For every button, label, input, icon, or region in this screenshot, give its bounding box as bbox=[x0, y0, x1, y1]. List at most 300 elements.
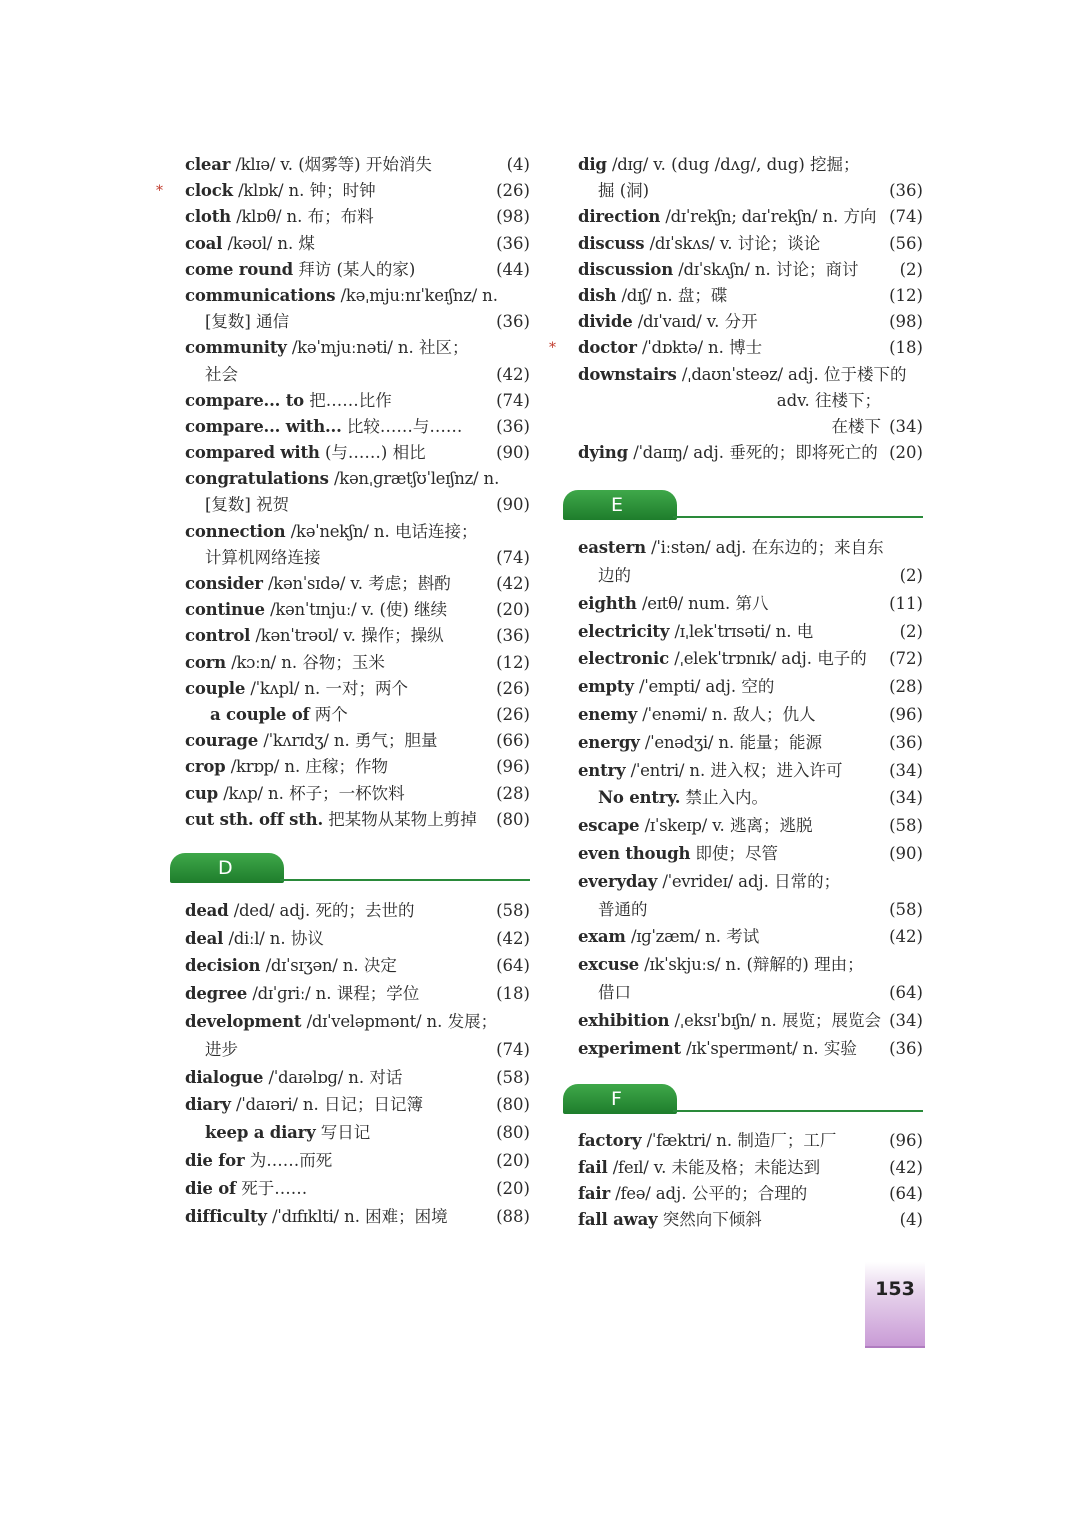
phonetic: /dɪˈskʌʃn/ bbox=[678, 259, 750, 279]
entry-content bbox=[210, 702, 488, 728]
entry-content bbox=[578, 618, 881, 646]
entry-content bbox=[185, 1175, 488, 1203]
definition: n. 课程；学位 bbox=[315, 984, 420, 1004]
entry-content bbox=[578, 645, 881, 673]
section-tab-f: F bbox=[563, 1084, 677, 1114]
headword: continue bbox=[185, 600, 265, 620]
entry-content bbox=[578, 840, 881, 868]
entry-content bbox=[185, 231, 488, 257]
headword: electronic bbox=[578, 649, 669, 669]
glossary-entry bbox=[563, 979, 923, 1007]
glossary-entry bbox=[563, 562, 923, 590]
entries-c-list bbox=[156, 152, 530, 833]
entry-content bbox=[578, 534, 884, 562]
entry-content bbox=[578, 283, 881, 309]
page-reference: (42) bbox=[496, 928, 530, 948]
glossary-entry bbox=[563, 204, 923, 230]
page-reference: (98) bbox=[889, 312, 923, 332]
glossary-entry bbox=[170, 414, 530, 440]
definition: 写日记 bbox=[320, 1123, 371, 1143]
headword: decision bbox=[185, 956, 261, 976]
headword: courage bbox=[185, 731, 259, 751]
glossary-entry bbox=[170, 1147, 530, 1175]
entry-content bbox=[185, 1091, 488, 1119]
definition: adj. 公平的；合理的 bbox=[655, 1183, 808, 1203]
page-reference: (56) bbox=[889, 233, 923, 253]
phonetic: /ˌeksɪˈbɪʃn/ bbox=[674, 1010, 756, 1030]
page-reference: (80) bbox=[496, 809, 530, 829]
glossary-entry bbox=[170, 952, 530, 980]
phonetic: /ˈfæktri/ bbox=[646, 1131, 711, 1151]
page-reference: (90) bbox=[496, 443, 530, 463]
glossary-entry bbox=[563, 1007, 923, 1035]
definition: adj. 日常的； bbox=[738, 871, 841, 891]
page-reference: (34) bbox=[889, 416, 923, 436]
definition: 社会 bbox=[205, 364, 238, 384]
definition: n. 一对；两个 bbox=[304, 678, 408, 698]
headword: direction bbox=[578, 207, 661, 227]
glossary-entry bbox=[563, 1128, 923, 1154]
headword: difficulty bbox=[185, 1206, 267, 1226]
definition: v. 逃离；逃脱 bbox=[712, 816, 813, 836]
page-reference: (66) bbox=[496, 731, 530, 751]
entry-content bbox=[578, 729, 881, 757]
definition: n. 困难；困境 bbox=[344, 1206, 448, 1226]
headword: downstairs bbox=[578, 364, 677, 384]
headword: No entry. bbox=[598, 788, 681, 808]
entry-content bbox=[205, 362, 488, 388]
page-reference: (4) bbox=[506, 155, 530, 174]
glossary-entry bbox=[170, 754, 530, 780]
page-reference: (36) bbox=[889, 1038, 923, 1058]
glossary-entry bbox=[170, 980, 530, 1008]
page-number-tab bbox=[865, 1262, 925, 1348]
phonetic: /kənˈtrəʊl/ bbox=[255, 626, 339, 646]
headword: exhibition bbox=[578, 1010, 670, 1030]
phonetic: /klɒk/ bbox=[238, 181, 284, 201]
glossary-entry bbox=[170, 335, 530, 361]
glossary-entry bbox=[170, 388, 530, 414]
phonetic: /ˈdɒktə/ bbox=[641, 338, 703, 358]
phonetic: /ˈdɪfɪklti/ bbox=[272, 1206, 339, 1226]
definition: [复数] 祝贺 bbox=[205, 495, 290, 515]
page-reference: (72) bbox=[889, 649, 923, 669]
page-reference: (58) bbox=[496, 900, 530, 920]
headword: compared with bbox=[185, 443, 320, 463]
page-reference: (74) bbox=[496, 547, 530, 567]
headword: dig bbox=[578, 155, 607, 174]
page-reference: (90) bbox=[889, 844, 923, 864]
headword: communications bbox=[185, 285, 336, 305]
phonetic: /dɪˈrekʃn; daɪˈrekʃn/ bbox=[665, 207, 818, 227]
headword: eastern bbox=[578, 538, 646, 558]
glossary-entry bbox=[170, 650, 530, 676]
glossary-entry bbox=[170, 807, 530, 833]
definition: n. 盘；碟 bbox=[656, 285, 728, 305]
glossary-entry bbox=[170, 623, 530, 649]
phonetic: /kənˈsɪdə/ bbox=[267, 574, 346, 593]
glossary-entry bbox=[170, 362, 530, 388]
definition: n. 讨论；商讨 bbox=[754, 259, 859, 279]
phonetic: /krɒp/ bbox=[230, 757, 280, 777]
glossary-entry bbox=[563, 1207, 923, 1233]
definition: 为……而死 bbox=[249, 1151, 333, 1171]
headword: crop bbox=[185, 757, 226, 777]
definition: n. 社区； bbox=[397, 338, 469, 358]
entry-content bbox=[185, 676, 488, 702]
entry-content bbox=[185, 1008, 498, 1036]
definition: n. 制造厂；工厂 bbox=[716, 1131, 837, 1151]
definition: n. 庄稼；作物 bbox=[284, 757, 388, 777]
headword: control bbox=[185, 626, 251, 646]
page-reference: (42) bbox=[496, 364, 530, 384]
phonetic: /ded/ bbox=[233, 900, 275, 920]
glossary-entry bbox=[563, 1035, 923, 1063]
phonetic: /ˈkʌpl/ bbox=[250, 678, 300, 698]
definition: adj. 空的 bbox=[705, 677, 775, 697]
definition: n. 钟；时钟 bbox=[288, 181, 376, 201]
entry-content bbox=[578, 440, 881, 466]
headword: enemy bbox=[578, 705, 638, 725]
glossary-entry bbox=[563, 534, 923, 562]
headword: entry bbox=[578, 760, 626, 780]
definition: n. 博士 bbox=[708, 338, 763, 358]
page-reference: (98) bbox=[496, 207, 530, 227]
phonetic: /feə/ bbox=[615, 1183, 651, 1203]
definition: n. 谷物；玉米 bbox=[281, 652, 385, 672]
glossary-entry bbox=[170, 676, 530, 702]
headword: dead bbox=[185, 900, 229, 920]
phonetic: /kɔːn/ bbox=[231, 652, 276, 672]
section-header-e bbox=[563, 490, 923, 524]
glossary-entry bbox=[563, 840, 923, 868]
entry-content bbox=[578, 1155, 881, 1181]
glossary-entry bbox=[563, 673, 923, 701]
headword: congratulations bbox=[185, 469, 329, 489]
definition: adj. 在东边的；来自东 bbox=[715, 538, 884, 558]
page-reference: (26) bbox=[496, 678, 530, 698]
page-reference: (4) bbox=[899, 1209, 923, 1229]
definition: n. 布；布料 bbox=[286, 207, 374, 227]
page-reference: (64) bbox=[496, 956, 530, 976]
glossary-entry bbox=[563, 951, 923, 979]
headword: die of bbox=[185, 1178, 236, 1198]
headword: keep a diary bbox=[205, 1123, 316, 1143]
entry-content bbox=[185, 597, 488, 623]
phonetic: /kəˈmjuːnəti/ bbox=[291, 338, 393, 358]
glossary-entry bbox=[170, 283, 530, 309]
glossary-entry bbox=[170, 204, 530, 230]
phonetic: /klɒθ/ bbox=[236, 207, 282, 227]
glossary-entry bbox=[563, 1155, 923, 1181]
page-reference: (42) bbox=[889, 1157, 923, 1177]
glossary-entry bbox=[170, 1091, 530, 1119]
page-reference: (42) bbox=[889, 927, 923, 947]
definition: 计算机网络连接 bbox=[205, 547, 321, 567]
glossary-entry bbox=[563, 812, 923, 840]
headword: electricity bbox=[578, 621, 670, 641]
entry-content bbox=[578, 335, 881, 361]
page-reference: (12) bbox=[496, 652, 530, 672]
glossary-entry bbox=[563, 1181, 923, 1207]
glossary-entry bbox=[170, 1008, 530, 1036]
headword: excuse bbox=[578, 955, 639, 975]
entry-content bbox=[205, 1036, 488, 1064]
page-reference: (26) bbox=[496, 704, 530, 724]
phonetic: /ɪˈskeɪp/ bbox=[644, 816, 707, 836]
glossary-entry bbox=[563, 231, 923, 257]
phonetic: /eɪtθ/ bbox=[641, 593, 683, 613]
headword: die for bbox=[185, 1151, 245, 1171]
section-tab-e: E bbox=[563, 490, 677, 520]
page-reference: (58) bbox=[496, 1067, 530, 1087]
entry-content bbox=[185, 440, 488, 466]
entry-content bbox=[598, 178, 881, 204]
glossary-entry bbox=[563, 414, 923, 440]
definition: n. 考试 bbox=[705, 927, 760, 947]
headword: dish bbox=[578, 285, 617, 305]
section-header-f bbox=[563, 1084, 923, 1118]
page-reference: (36) bbox=[496, 626, 530, 646]
entry-content bbox=[578, 231, 881, 257]
entry-content bbox=[185, 466, 500, 492]
headword: energy bbox=[578, 732, 640, 752]
headword: everyday bbox=[578, 871, 658, 891]
entry-content bbox=[578, 1181, 881, 1207]
definition: n. 方向 bbox=[822, 207, 877, 227]
headword: doctor bbox=[578, 338, 637, 358]
definition: 死于…… bbox=[241, 1178, 308, 1198]
glossary-entry bbox=[170, 1036, 530, 1064]
phonetic: /dɪˈveləpmənt/ bbox=[306, 1012, 422, 1032]
headword: empty bbox=[578, 677, 634, 697]
definition: v. (烟雾等) 开始消失 bbox=[280, 155, 432, 174]
page-reference: (20) bbox=[496, 1151, 530, 1171]
definition: 进步 bbox=[205, 1039, 238, 1059]
page-reference: (58) bbox=[889, 816, 923, 836]
entry-content bbox=[185, 754, 488, 780]
entry-content bbox=[185, 1064, 488, 1092]
definition: v. 分开 bbox=[706, 312, 758, 332]
entry-content bbox=[185, 152, 488, 178]
headword: a couple of bbox=[210, 704, 310, 724]
headword: factory bbox=[578, 1131, 642, 1151]
glossary-entry bbox=[170, 466, 530, 492]
entry-content bbox=[578, 1007, 881, 1035]
definition: 即使；尽管 bbox=[695, 844, 779, 864]
headword: experiment bbox=[578, 1038, 681, 1058]
glossary-entry bbox=[563, 757, 923, 785]
phonetic: /kʌp/ bbox=[223, 783, 263, 803]
glossary-entry bbox=[170, 897, 530, 925]
definition: n. 协议 bbox=[269, 928, 324, 948]
glossary-entry bbox=[563, 257, 923, 283]
definition: n. 杯子；一杯饮料 bbox=[268, 783, 405, 803]
headword: dying bbox=[578, 443, 628, 463]
definition: [复数] 通信 bbox=[205, 312, 290, 332]
entry-content bbox=[832, 414, 882, 440]
entry-content bbox=[185, 388, 488, 414]
headword: come round bbox=[185, 259, 293, 279]
definition: 把……比作 bbox=[309, 390, 392, 410]
definition: n. 勇气；胆量 bbox=[333, 731, 438, 751]
entry-content bbox=[185, 519, 488, 545]
phonetic: /ˈdaɪɪŋ/ bbox=[633, 443, 689, 463]
definition: adj. 死的；去世的 bbox=[279, 900, 415, 920]
definition: n. 能量；能源 bbox=[718, 732, 823, 752]
definition: v. 操作；操纵 bbox=[343, 626, 444, 646]
definition: adj. 垂死的；即将死亡的 bbox=[693, 443, 878, 463]
definition: v. 考虑；斟酌 bbox=[350, 574, 451, 593]
headword: consider bbox=[185, 574, 263, 593]
entry-content bbox=[205, 1119, 488, 1147]
phonetic: /kəˈnekʃn/ bbox=[290, 521, 369, 541]
phonetic: /ˈdaɪəri/ bbox=[236, 1095, 298, 1115]
page-reference: (74) bbox=[889, 207, 923, 227]
page-reference: (12) bbox=[889, 285, 923, 305]
entry-content bbox=[185, 650, 488, 676]
entry-content bbox=[578, 701, 881, 729]
definition: n. 对话 bbox=[348, 1067, 403, 1087]
page-reference: (58) bbox=[889, 899, 923, 919]
definition: n. 敌人；仇人 bbox=[711, 705, 816, 725]
headword: fall away bbox=[578, 1209, 658, 1229]
page-reference: (2) bbox=[899, 566, 923, 586]
definition: 把某物从某物上剪掉 bbox=[328, 809, 477, 829]
entry-content bbox=[205, 309, 488, 335]
page-reference: (26) bbox=[496, 181, 530, 201]
glossary-entry bbox=[170, 492, 530, 518]
page-reference: (28) bbox=[496, 783, 530, 803]
phonetic: /kənˌɡrætʃʊˈleɪʃnz/ bbox=[333, 469, 479, 489]
entry-content bbox=[185, 204, 488, 230]
page-reference: (18) bbox=[496, 984, 530, 1004]
star-marker: * bbox=[549, 340, 556, 357]
headword: fair bbox=[578, 1183, 610, 1203]
section-rule bbox=[280, 879, 530, 881]
left-column bbox=[156, 152, 530, 1230]
phonetic: /kəˌmjuːnɪˈkeɪʃnz/ bbox=[340, 285, 477, 305]
glossary-entry bbox=[563, 388, 923, 414]
section-header-d bbox=[170, 853, 530, 887]
definition: 普通的 bbox=[598, 899, 648, 919]
phonetic: /kənˈtɪnjuː/ bbox=[270, 600, 357, 620]
page-reference: (36) bbox=[889, 181, 923, 201]
definition: n. 发展； bbox=[426, 1012, 498, 1032]
phonetic: /ˈevrideɪ/ bbox=[662, 871, 733, 891]
page-reference: (28) bbox=[889, 677, 923, 697]
headword: even though bbox=[578, 844, 691, 864]
headword: deal bbox=[185, 928, 224, 948]
page-reference: (2) bbox=[899, 621, 923, 641]
definition: n. 进入权；进入许可 bbox=[689, 760, 843, 780]
definition: adj. 电子的 bbox=[781, 649, 867, 669]
entries-d-list bbox=[170, 897, 530, 1231]
page-reference: (64) bbox=[889, 983, 923, 1002]
entry-content bbox=[185, 807, 488, 833]
glossary-entry bbox=[563, 440, 923, 466]
entry-content bbox=[598, 896, 881, 924]
definition: 比较……与…… bbox=[346, 416, 463, 436]
glossary-entry bbox=[563, 923, 923, 951]
headword: connection bbox=[185, 521, 286, 541]
entry-content bbox=[185, 952, 488, 980]
headword: community bbox=[185, 338, 287, 358]
glossary-entry bbox=[563, 590, 923, 618]
definition: v. (dug /dʌɡ/, dug) 挖掘； bbox=[653, 155, 860, 174]
glossary-entry bbox=[170, 781, 530, 807]
definition: n. 电话连接； bbox=[373, 521, 478, 541]
phonetic: /ˈempti/ bbox=[638, 677, 701, 697]
entry-content bbox=[185, 623, 488, 649]
definition: n. 煤 bbox=[277, 233, 315, 253]
entry-content bbox=[598, 979, 881, 1007]
glossary-entry bbox=[563, 152, 923, 178]
headword: clear bbox=[185, 155, 231, 174]
page-reference: (96) bbox=[889, 1131, 923, 1151]
entry-content bbox=[185, 925, 488, 953]
entry-content bbox=[185, 897, 488, 925]
headword: cut sth. off sth. bbox=[185, 809, 324, 829]
phonetic: /dɪˈskʌs/ bbox=[649, 233, 715, 253]
phonetic: /ˈdaɪəlɒɡ/ bbox=[268, 1067, 343, 1087]
definition: 在楼下 bbox=[831, 416, 881, 436]
page-reference: (34) bbox=[889, 760, 923, 780]
headword: discuss bbox=[578, 233, 645, 253]
phonetic: /ˈiːstən/ bbox=[651, 538, 711, 558]
glossary-entry bbox=[563, 729, 923, 757]
entry-content bbox=[578, 152, 881, 178]
phonetic: /feɪl/ bbox=[612, 1157, 649, 1177]
page-reference: (34) bbox=[889, 788, 923, 808]
glossary-entry bbox=[170, 925, 530, 953]
entry-content bbox=[185, 335, 488, 361]
glossary-entry bbox=[563, 283, 923, 309]
headword: corn bbox=[185, 652, 226, 672]
right-column bbox=[549, 152, 923, 1233]
headword: development bbox=[185, 1012, 302, 1032]
page-reference: (36) bbox=[496, 416, 530, 436]
entry-content bbox=[578, 1207, 881, 1233]
phonetic: /ɪkˈsperɪmənt/ bbox=[686, 1038, 798, 1058]
glossary-entry bbox=[170, 728, 530, 754]
phonetic: /ˈenəmi/ bbox=[642, 705, 707, 725]
definition: 边的 bbox=[598, 566, 631, 586]
glossary-entry bbox=[170, 1175, 530, 1203]
phonetic: /dɪʃ/ bbox=[621, 285, 652, 305]
entry-content bbox=[185, 1203, 488, 1231]
glossary-entry bbox=[170, 1064, 530, 1092]
phonetic: /ˈenədʒi/ bbox=[644, 732, 714, 752]
page-reference: (18) bbox=[889, 338, 923, 358]
glossary-entry bbox=[563, 309, 923, 335]
phonetic: /ɪɡˈzæm/ bbox=[630, 927, 700, 947]
page-reference: (20) bbox=[496, 600, 530, 620]
page-reference: (36) bbox=[496, 312, 530, 332]
entry-content bbox=[578, 309, 881, 335]
glossary-entry bbox=[170, 440, 530, 466]
phonetic: /dɪˈvaɪd/ bbox=[637, 312, 702, 332]
page-reference: (2) bbox=[899, 259, 923, 279]
entry-content bbox=[777, 388, 881, 414]
headword: fail bbox=[578, 1157, 608, 1177]
glossary-entry bbox=[549, 335, 923, 361]
entry-content bbox=[578, 923, 881, 951]
glossary-entry bbox=[170, 309, 530, 335]
phonetic: /diːl/ bbox=[228, 928, 265, 948]
headword: compare... with... bbox=[185, 416, 342, 436]
entry-content bbox=[578, 590, 881, 618]
